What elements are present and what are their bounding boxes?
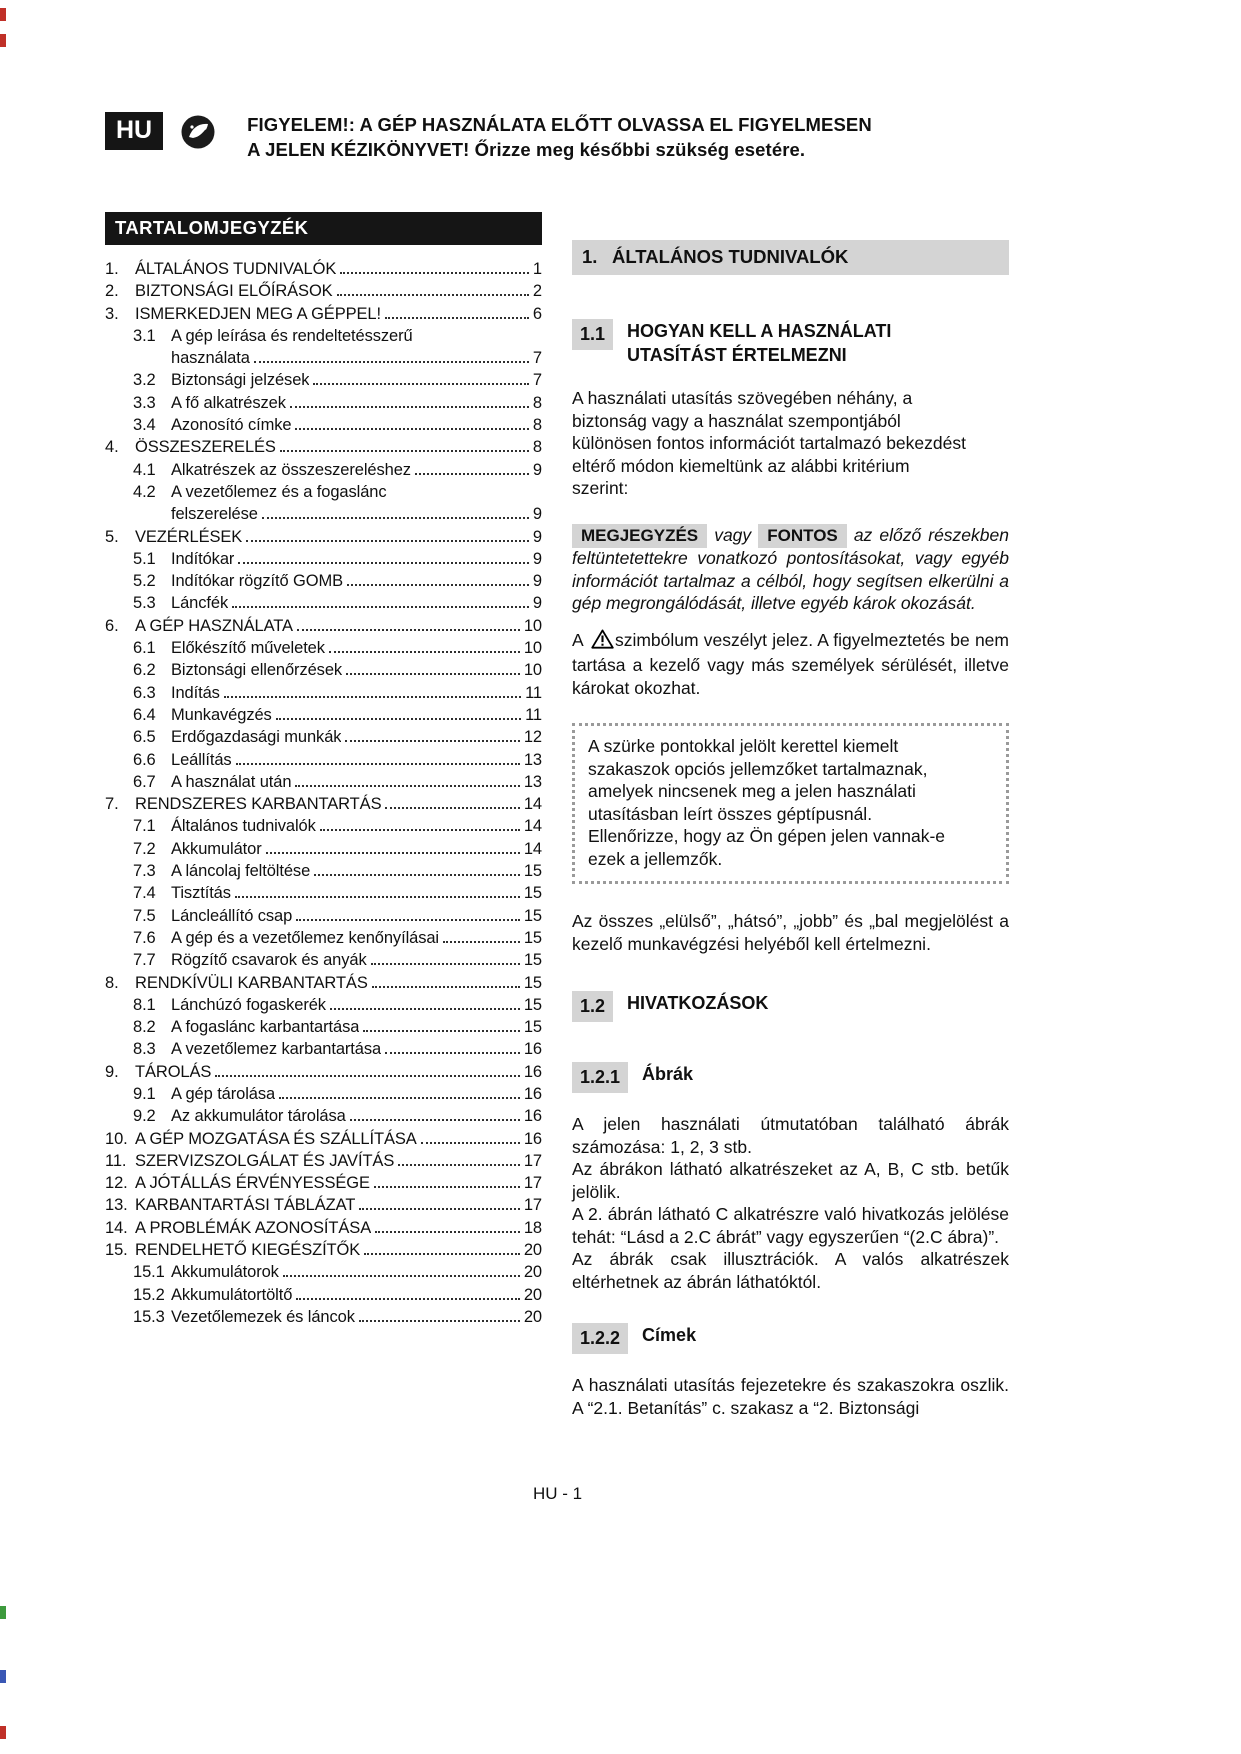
section-1-2-2-number: 1.2.2 xyxy=(572,1323,628,1354)
warning-triangle-icon xyxy=(591,629,614,655)
toc-item: 2. BIZTONSÁGI ELŐÍRÁSOK 2 xyxy=(105,282,542,301)
content-column xyxy=(572,212,1009,1419)
toc-item: 15.1 Akkumulátorok 20 xyxy=(133,1263,542,1282)
paragraph-figures: A jelen használati útmutatóban található ábrák számozása: 1, 2, 3 stb. Az ábrákon látható alkatrészeket az A, B, C stb. betűk jelölik. A 2. ábrán látható C alkatrészre való hivatkozás jelölése tehát: “Lásd a 2.C ábrát” vagy egyszerűen “(2.C ábra)”. Az ábrák csak illusztrációk. A valós alkatrészek eltérhetnek az ábrán láthatóktól. xyxy=(572,1114,1009,1292)
section-1-2-2-header xyxy=(572,1323,1009,1354)
toc-item: 7.5 Láncleállító csap 15 xyxy=(133,906,542,925)
toc-item: 7.6 A gép és a vezetőlemez kenőnyílásai 15 xyxy=(133,928,542,947)
toc-item: 11. SZERVIZSZOLGÁLAT ÉS JAVÍTÁS 17 xyxy=(105,1151,542,1170)
page-header xyxy=(105,112,1241,162)
language-badge: HU xyxy=(105,112,163,150)
print-mark xyxy=(0,1606,6,1619)
paragraph-orientation: Az összes „elülső”, „hátsó”, „jobb” és „bal megjelölést a kezelő munkavégzési helyéből kell értelmezni. xyxy=(572,911,1009,954)
toc-title: TARTALOMJEGYZÉK xyxy=(105,212,542,245)
toc-list xyxy=(105,258,542,1328)
section-1-2-number: 1.2 xyxy=(572,991,613,1022)
toc-column xyxy=(105,212,542,1419)
toc-item: 4.1 Alkatrészek az összeszereléshez 9 xyxy=(133,460,542,479)
toc-item: 6.2 Biztonsági ellenőrzések 10 xyxy=(133,661,542,680)
important-badge: FONTOS xyxy=(758,524,847,548)
toc-item: 3.1 A gép leírása és rendeltetésszerű használata 7 xyxy=(133,326,542,368)
toc-item: 3. ISMERKEDJEN MEG A GÉPPEL! 6 xyxy=(105,304,542,323)
toc-item: 1. ÁLTALÁNOS TUDNIVALÓK 1 xyxy=(105,260,542,278)
paragraph-titles: A használati utasítás fejezetekre és szakaszokra oszlik. A “2.1. Betanítás” c. szakasz a “2. Biztonsági xyxy=(572,1375,1009,1418)
toc-item: 3.2 Biztonsági jelzések 7 xyxy=(133,371,542,390)
toc-item: 7. RENDSZERES KARBANTARTÁS 14 xyxy=(105,795,542,814)
toc-item: 8. RENDKÍVÜLI KARBANTARTÁS 15 xyxy=(105,973,542,992)
toc-item: 5.1 Indítókar 9 xyxy=(133,549,542,568)
toc-item: 10. A GÉP MOZGATÁSA ÉS SZÁLLÍTÁSA 16 xyxy=(105,1129,542,1148)
warning-text-before: A xyxy=(572,629,583,650)
section-1-1-title: HOGYAN KELL A HASZNÁLATI UTASÍTÁST ÉRTELMEZNI xyxy=(627,321,892,365)
toc-item: 7.1 Általános tudnivalók 14 xyxy=(133,817,542,836)
toc-item: 6.7 A használat után 13 xyxy=(133,772,542,791)
toc-item: 9.2 Az akkumulátor tárolása 16 xyxy=(133,1107,542,1126)
toc-item: 6.3 Indítás 11 xyxy=(133,683,542,702)
toc-item: 6.5 Erdőgazdasági munkák 12 xyxy=(133,728,542,747)
print-mark xyxy=(0,1726,6,1739)
paragraph-note xyxy=(572,524,1009,615)
section-1-2-title: HIVATKOZÁSOK xyxy=(627,993,769,1013)
toc-item: 6.1 Előkészítő műveletek 10 xyxy=(133,639,542,658)
toc-item: 12. A JÓTÁLLÁS ÉRVÉNYESSÉGE 17 xyxy=(105,1174,542,1193)
toc-item: 5. VEZÉRLÉSEK 9 xyxy=(105,527,542,546)
toc-item: 13. KARBANTARTÁSI TÁBLÁZAT 17 xyxy=(105,1196,542,1215)
section-1-2-1-header xyxy=(572,1062,1009,1093)
toc-item: 7.4 Tisztítás 15 xyxy=(133,884,542,903)
section-1-header xyxy=(572,240,1009,275)
print-mark xyxy=(0,8,6,21)
brand-logo-icon xyxy=(179,113,217,156)
toc-item: 15. RENDELHETŐ KIEGÉSZÍTŐK 20 xyxy=(105,1241,542,1260)
note-conjunction: vagy xyxy=(714,524,752,545)
toc-item: 7.7 Rögzítő csavarok és anyák 15 xyxy=(133,951,542,970)
header-warning-line1: FIGYELEM!: A GÉP HASZNÁLATA ELŐTT OLVASSA EL FIGYELMESEN xyxy=(247,114,872,135)
section-1-2-2-title: Címek xyxy=(642,1325,697,1345)
paragraph-warning xyxy=(572,629,1009,700)
section-1-2-header xyxy=(572,991,1009,1022)
toc-item: 14. A PROBLÉMÁK AZONOSÍTÁSA 18 xyxy=(105,1218,542,1237)
toc-item: 8.2 A fogaslánc karbantartása 15 xyxy=(133,1018,542,1037)
toc-item: 5.3 Láncfék 9 xyxy=(133,594,542,613)
toc-item: 9.1 A gép tárolása 16 xyxy=(133,1084,542,1103)
section-1-1-number: 1.1 xyxy=(572,319,613,350)
toc-item: 15.3 Vezetőlemezek és láncok 20 xyxy=(133,1307,542,1326)
toc-item: 9. TÁROLÁS 16 xyxy=(105,1062,542,1081)
toc-item: 6. A GÉP HASZNÁLATA 10 xyxy=(105,616,542,635)
toc-item: 3.3 A fő alkatrészek 8 xyxy=(133,393,542,412)
toc-item: 4.2 A vezetőlemez és a fogaslánc felszerelése 9 xyxy=(133,482,542,524)
toc-item: 7.2 Akkumulátor 14 xyxy=(133,839,542,858)
header-warning-text xyxy=(247,112,872,162)
print-mark xyxy=(0,1670,6,1683)
header-warning-line2: A JELEN KÉZIKÖNYVET! Őrizze meg későbbi szükség esetére. xyxy=(247,139,806,160)
toc-item: 8.1 Lánchúzó fogaskerék 15 xyxy=(133,995,542,1014)
toc-item: 5.2 Indítókar rögzítő GOMB 9 xyxy=(133,572,542,591)
note-text: az előző részekben feltüntetettekre vonatkozó pontosításokat, vagy egyéb információt tartalmaz a célból, hogy segítsen elkerülni a gép megrongálódását, illetve egyéb károk okozását. xyxy=(572,524,1009,613)
note-badge: MEGJEGYZÉS xyxy=(572,524,707,548)
warning-text-after: szimbólum veszélyt jelez. A figyelmeztetés be nem tartása a kezelő vagy más személyek sérülését, illetve károkat okozhat. xyxy=(572,629,1009,698)
section-1-number: 1. xyxy=(582,246,598,267)
toc-item: 6.6 Leállítás 13 xyxy=(133,750,542,769)
section-1-1-header xyxy=(572,319,1009,367)
toc-item: 8.3 A vezetőlemez karbantartása 16 xyxy=(133,1040,542,1059)
print-mark xyxy=(0,34,6,47)
toc-item: 3.4 Azonosító címke 8 xyxy=(133,416,542,435)
page-number: HU - 1 xyxy=(532,1484,583,1503)
paragraph-intro: A használati utasítás szövegében néhány, a biztonság vagy a használat szempontjából különösen fontos információt tartalmazó bekezdést eltérő módon kiemeltünk az alábbi kritérium szerint: xyxy=(572,388,966,498)
toc-item: 15.2 Akkumulátortöltő 20 xyxy=(133,1285,542,1304)
optional-feature-box: A szürke pontokkal jelölt kerettel kiemelt szakaszok opciós jellemzőket tartalmaznak, amelyek nincsenek meg a jelen használati utasításban leírt összes géptípusnál. Ellenőrizze, hogy az Ön gépen jelen vannak-e ezek a jellemzők. xyxy=(572,723,1009,884)
page-columns xyxy=(105,212,1241,1419)
section-1-2-1-number: 1.2.1 xyxy=(572,1062,628,1093)
toc-item: 7.3 A láncolaj feltöltése 15 xyxy=(133,862,542,881)
section-1-2-1-title: Ábrák xyxy=(642,1064,694,1084)
toc-item: 4. ÖSSZESZERELÉS 8 xyxy=(105,438,542,457)
toc-item: 6.4 Munkavégzés 11 xyxy=(133,705,542,724)
section-1-title: ÁLTALÁNOS TUDNIVALÓK xyxy=(612,246,849,267)
